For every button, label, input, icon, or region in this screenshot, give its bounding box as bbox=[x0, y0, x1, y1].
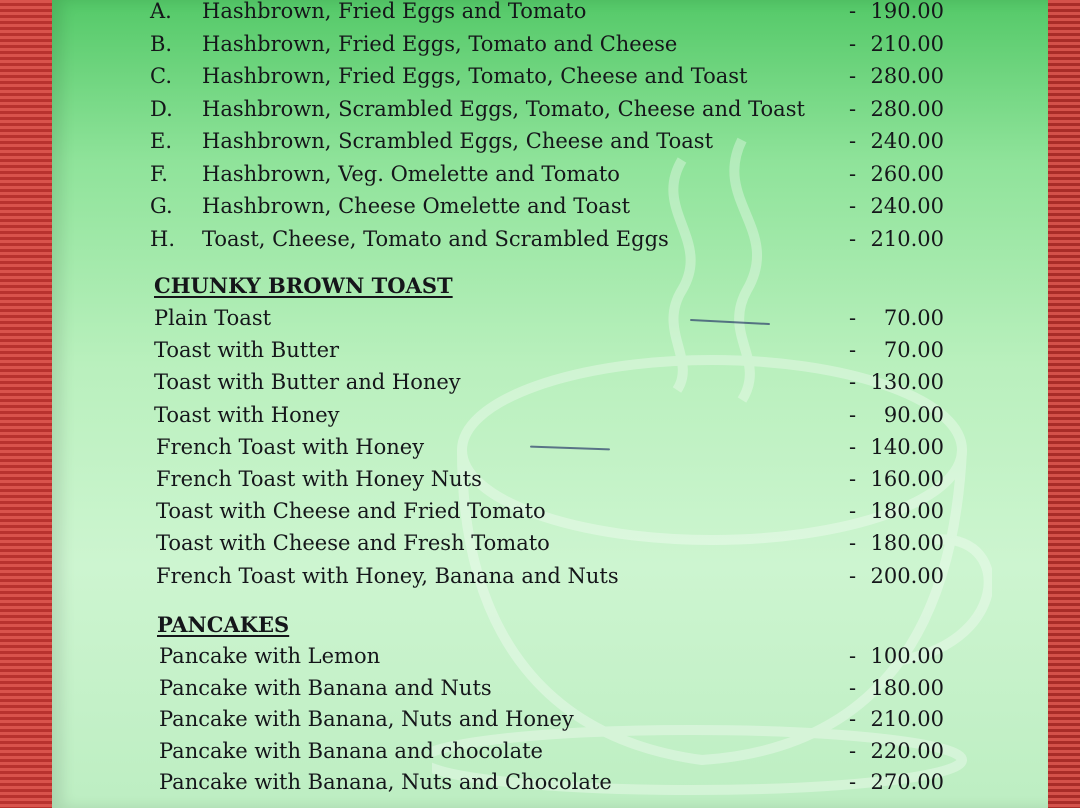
menu-item-letter: D. bbox=[150, 96, 173, 121]
menu-item-letter: F. bbox=[150, 161, 168, 186]
menu-item-dash: - bbox=[849, 707, 857, 731]
menu-item-letter: H. bbox=[150, 226, 175, 251]
menu-item-dash: - bbox=[849, 467, 857, 491]
menu-item-dash: - bbox=[849, 31, 857, 56]
menu-item bbox=[0, 561, 1080, 591]
menu-item bbox=[0, 94, 1080, 124]
menu-item-name: Pancake with Banana, Nuts and Chocolate bbox=[159, 770, 612, 794]
menu-item-price: 210.00 bbox=[870, 226, 944, 251]
menu-item bbox=[0, 767, 1080, 797]
menu-item-price: 180.00 bbox=[870, 499, 944, 524]
menu-item-dash: - bbox=[849, 338, 857, 363]
menu-item-name: Pancake with Banana, Nuts and Honey bbox=[159, 707, 574, 731]
menu-item-dash: - bbox=[849, 129, 857, 153]
menu-item-dash: - bbox=[849, 531, 857, 556]
menu-item bbox=[0, 335, 1080, 365]
menu-item-name: Plain Toast bbox=[154, 306, 272, 330]
menu-item bbox=[0, 400, 1080, 430]
menu-item-letter: B. bbox=[150, 31, 173, 56]
menu-item-name: Hashbrown, Fried Eggs and Tomato bbox=[202, 0, 587, 23]
menu-item-name: Pancake with Banana and Nuts bbox=[159, 675, 492, 700]
menu-item bbox=[0, 736, 1080, 766]
menu-item bbox=[0, 704, 1080, 734]
menu-item bbox=[0, 29, 1080, 59]
menu-item-dash: - bbox=[849, 161, 857, 186]
menu-item-price: 160.00 bbox=[870, 467, 944, 491]
menu-item bbox=[0, 61, 1080, 91]
menu-item-dash: - bbox=[849, 675, 857, 700]
menu-item-price: 100.00 bbox=[870, 644, 944, 668]
menu-item-price: 70.00 bbox=[883, 338, 944, 363]
menu-item-price: 280.00 bbox=[870, 96, 944, 121]
menu-item-price: 220.00 bbox=[870, 738, 944, 763]
menu-item bbox=[0, 673, 1080, 703]
menu-item-price: 70.00 bbox=[883, 306, 944, 330]
section-heading-chunky-brown-toast: CHUNKY BROWN TOAST bbox=[154, 273, 453, 298]
menu-item-dash: - bbox=[849, 738, 857, 763]
section-heading-pancakes: PANCAKES bbox=[157, 612, 290, 637]
menu-item-price: 190.00 bbox=[870, 0, 944, 23]
menu-item-name: Toast with Butter bbox=[154, 338, 340, 363]
menu-item-name: Toast, Cheese, Tomato and Scrambled Eggs bbox=[202, 226, 669, 251]
menu-item-dash: - bbox=[849, 0, 857, 23]
menu-item bbox=[0, 303, 1080, 333]
menu-item-price: 200.00 bbox=[870, 563, 944, 588]
menu-item-name: Pancake with Lemon bbox=[159, 644, 381, 668]
menu-item-name: French Toast with Honey Nuts bbox=[156, 467, 482, 491]
menu-item-name: Hashbrown, Cheese Omelette and Toast bbox=[202, 194, 631, 218]
menu-item-name: Pancake with Banana and chocolate bbox=[159, 738, 543, 763]
menu-item-dash: - bbox=[849, 306, 857, 330]
menu-item-name: French Toast with Honey, Banana and Nuts bbox=[156, 563, 619, 588]
menu-item-name: Hashbrown, Fried Eggs, Tomato, Cheese and Toast bbox=[202, 64, 748, 88]
menu-item-name: Hashbrown, Fried Eggs, Tomato and Cheese bbox=[202, 31, 678, 56]
menu-item bbox=[0, 224, 1080, 254]
menu-item-dash: - bbox=[849, 64, 857, 88]
menu-item bbox=[0, 191, 1080, 221]
menu-item-dash: - bbox=[849, 226, 857, 251]
menu-item-price: 140.00 bbox=[870, 434, 944, 459]
menu-item-dash: - bbox=[849, 499, 857, 524]
menu-item bbox=[0, 464, 1080, 494]
menu-item-dash: - bbox=[849, 434, 857, 459]
menu-item-letter: A. bbox=[150, 0, 172, 23]
menu-item-price: 210.00 bbox=[870, 707, 944, 731]
menu-item-price: 180.00 bbox=[870, 675, 944, 700]
menu-item-dash: - bbox=[849, 370, 857, 395]
menu-item-letter: E. bbox=[150, 129, 173, 153]
menu-item bbox=[0, 367, 1080, 397]
menu-item-price: 260.00 bbox=[870, 161, 944, 186]
menu-item-name: Toast with Honey bbox=[154, 402, 340, 427]
menu-item bbox=[0, 528, 1080, 558]
menu-item bbox=[0, 126, 1080, 156]
menu-item-dash: - bbox=[849, 96, 857, 121]
menu-item-dash: - bbox=[849, 402, 857, 427]
menu-item-dash: - bbox=[849, 770, 857, 794]
menu-item-price: 240.00 bbox=[870, 194, 944, 218]
menu-item-price: 280.00 bbox=[870, 64, 944, 88]
menu-item-price: 210.00 bbox=[870, 31, 944, 56]
menu-item-dash: - bbox=[849, 563, 857, 588]
menu-item-name: Hashbrown, Veg. Omelette and Tomato bbox=[202, 161, 620, 186]
menu-item-name: Hashbrown, Scrambled Eggs, Tomato, Cheese and Toast bbox=[202, 96, 805, 121]
menu-item-dash: - bbox=[849, 194, 857, 218]
menu-item-price: 130.00 bbox=[870, 370, 944, 395]
menu-item-name: Toast with Cheese and Fried Tomato bbox=[156, 499, 546, 524]
menu-item bbox=[0, 641, 1080, 671]
menu-item bbox=[0, 159, 1080, 189]
menu-item-dash: - bbox=[849, 644, 857, 668]
menu-item-name: Toast with Butter and Honey bbox=[154, 370, 461, 395]
menu-item bbox=[0, 496, 1080, 526]
menu-item-letter: C. bbox=[150, 64, 172, 88]
menu-item-name: French Toast with Honey bbox=[156, 434, 425, 459]
menu-item-price: 240.00 bbox=[870, 129, 944, 153]
menu-item-price: 180.00 bbox=[870, 531, 944, 556]
menu-item-price: 90.00 bbox=[883, 402, 944, 427]
menu-item-price: 270.00 bbox=[870, 770, 944, 794]
menu-item bbox=[0, 0, 1080, 26]
menu-item-letter: G. bbox=[150, 194, 173, 218]
menu-item-name: Hashbrown, Scrambled Eggs, Cheese and Toast bbox=[202, 129, 714, 153]
menu-item-name: Toast with Cheese and Fresh Tomato bbox=[156, 531, 550, 556]
